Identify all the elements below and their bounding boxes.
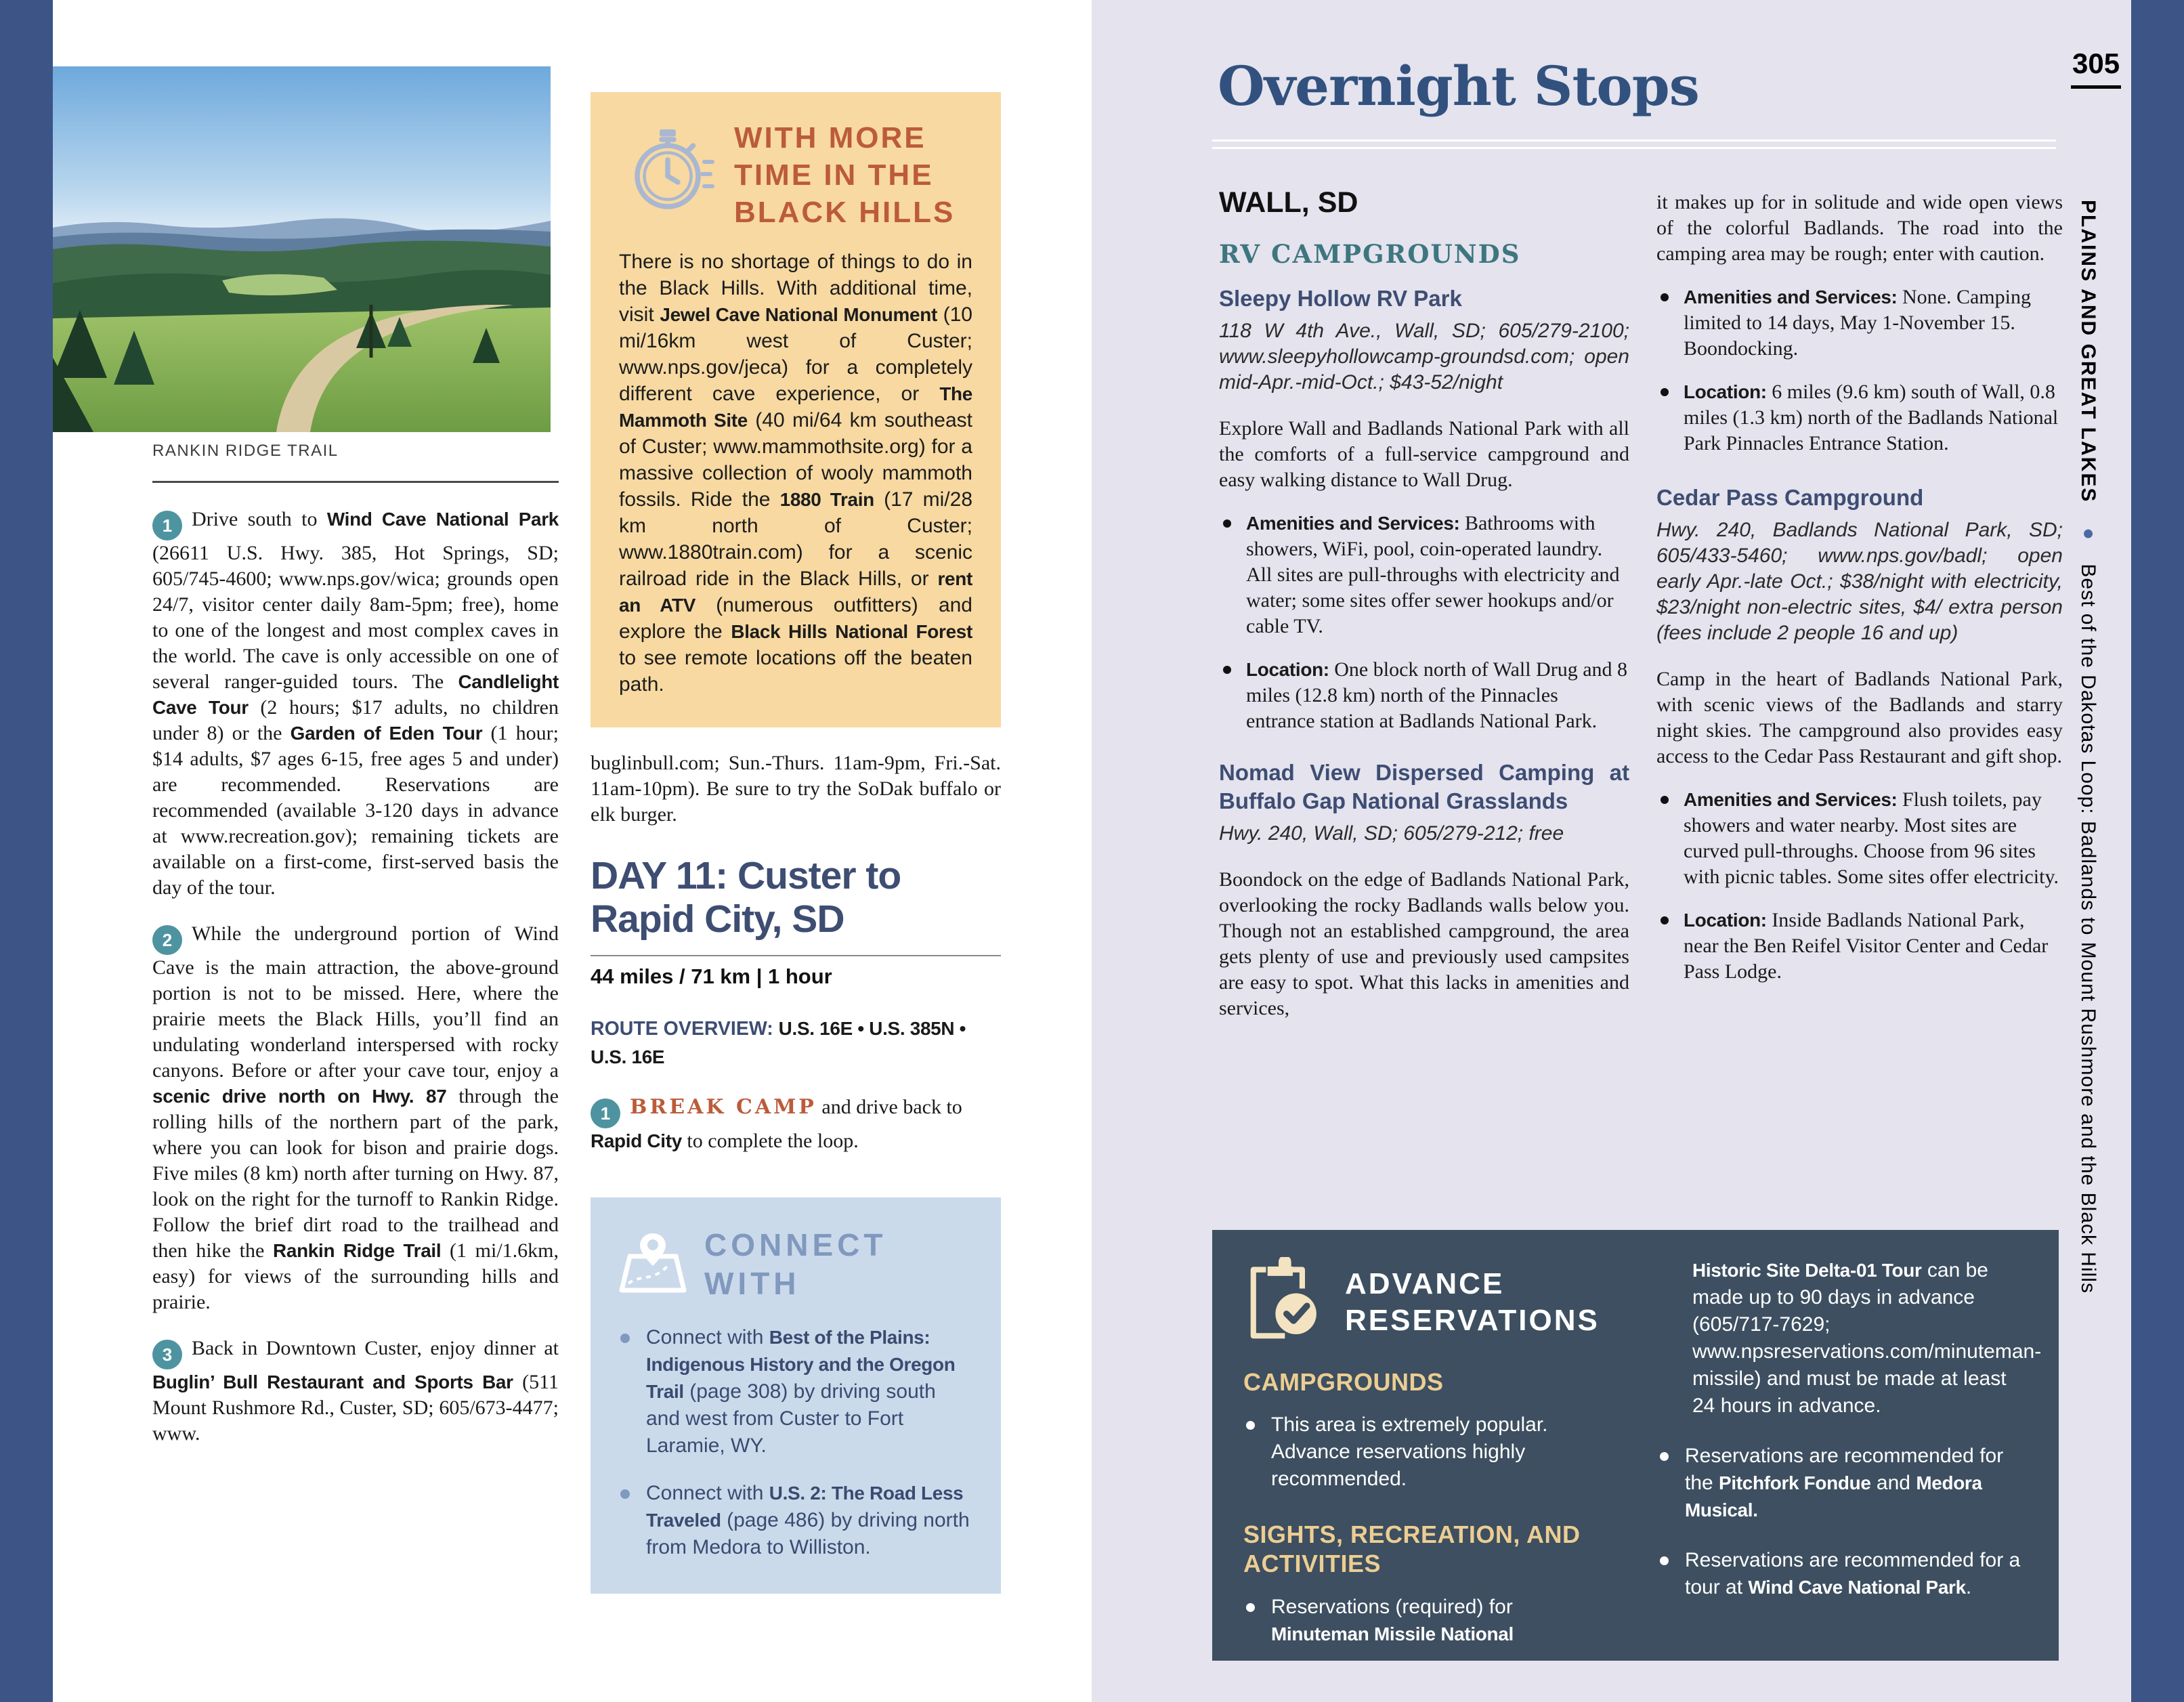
region-label: PLAINS AND GREAT LAKES: [2077, 200, 2099, 503]
more-time-sidebar: [591, 92, 1001, 727]
listing-body: Camp in the heart of Badlands National Park, with scenic views of the Badlands and starry night skies. The campground also provides easy access to the Cedar Pass Restaurant and gift shop.: [1656, 668, 2063, 767]
listing-name: Cedar Pass Campground: [1656, 485, 1924, 510]
step-paragraph: [152, 507, 559, 901]
continuation-paragraph: buglinbull.com; Sun.-Thurs. 11am-9pm, Fri.-Sat. 11am-10pm). Be sure to try the SoDak buffalo or elk burger.: [591, 752, 1001, 826]
location-bullet: Location: 6 miles (9.6 km) south of Wall, 0.8 miles (1.3 km) north of the Badlands National Park Pinnacles Entrance Station.: [1656, 379, 2063, 456]
listing-address: 118 W 4th Ave., Wall, SD; 605/279-2100; www.sleepyhollowcamp-groundsd.com; open mid-Apr.-mid-Oct.; $43-52/night: [1219, 320, 1629, 393]
connect-with-box: [591, 1197, 1001, 1594]
listing-body-continued: it makes up for in solitude and wide open views of the colorful Badlands. The road into the camping area may be rough; enter with caution.: [1656, 191, 2063, 265]
caption-rule: [152, 481, 559, 483]
title-rules: [1212, 140, 2056, 154]
bullet-dot: [1223, 519, 1231, 528]
listing-body: Explore Wall and Badlands National Park with all the comforts of a full-service campground and easy walking distance to Wall Drug.: [1219, 417, 1629, 491]
city-heading: WALL, SD: [1219, 186, 1358, 219]
right-edge-bar: [2131, 0, 2184, 1702]
bullet-dot: [1223, 666, 1231, 674]
step-text: While the underground portion of Wind Cave is the main attraction, the above-ground portion is not to be missed. Here, where the prairie meets the Black Hills, you’ll find an undulating wonderland interspersed with rocky canyons. Before or after your cave tour, enjoy a scenic drive north on Hwy. 87 through the rolling hills of the northern part of the park, where you can look for bison and prairie dogs. Five miles (8 km) north after turning on Hwy. 87, look on the right for the turnoff to Rankin Ridge. Follow the brief dirt road to the trailhead and then hike the Rankin Ridge Trail (1 mi/1.6km, easy) for views of the surrounding hills and prairie.: [152, 922, 559, 1313]
left-column-steps: [152, 507, 559, 1447]
amenities-bullet: Amenities and Services: Bathrooms with showers, WiFi, pool, coin-operated laundry. All sites are pull-throughs with electricity and water; some sites offer sewer hookups and/or cable TV.: [1219, 511, 1629, 639]
step-paragraph: [152, 921, 559, 1315]
bullet-dot: [1661, 796, 1669, 804]
sidebar-body: There is no shortage of things to do in the Black Hills. With additional time, visit Jewel Cave National Monument (10 mi/16km west of Custer; www.nps.gov/jeca) for a completely different cave experience, or The Mammoth Site (40 mi/64 km southeast of Custer; www.mammothsite.org) for a massive collection of wooly mammoth fossils. Ride the 1880 Train (17 mi/28 km north of Custer; www.1880train.com) for a scenic railroad ride in the Black Hills, or rent an ATV (numerous outfitters) and explore the Black Hills National Forest to see remote locations off the beaten path.: [619, 251, 972, 696]
day11-section: [591, 855, 1001, 1154]
bullet-dot: [1660, 1556, 1669, 1565]
bullet-dot: [1246, 1603, 1255, 1612]
map-pin-icon: [618, 1231, 704, 1299]
sights-bullet: Reservations (required) for Minuteman Missile National: [1243, 1594, 1614, 1648]
campgrounds-bullet: This area is extremely popular. Advance reservations highly recommended.: [1243, 1411, 1614, 1493]
step-number-badge: 1: [591, 1099, 620, 1128]
right-column-2: [1656, 190, 2063, 985]
advance-box-col2: [1657, 1257, 2042, 1636]
advance-reservations-box: [1212, 1230, 2059, 1661]
location-bullet: Location: One block north of Wall Drug and 8 miles (12.8 km) north of the Pinnacles entrance station at Badlands National Park.: [1219, 657, 1629, 734]
day-heading: DAY 11: Custer to Rapid City, SD: [591, 854, 901, 941]
bullet-dot: [1246, 1421, 1255, 1430]
listing-body: Boondock on the edge of Badlands National Park, overlooking the rocky Badlands walls below you. Though not an established campground, the area gets plenty of use and previously used campsites are easy to spot. What this lacks in amenities and services,: [1219, 868, 1629, 1019]
bullet-dot: [1661, 293, 1669, 301]
campgrounds-heading: CAMPGROUNDS: [1243, 1368, 1444, 1396]
listing-address: Hwy. 240, Wall, SD; 605/279-212; free: [1219, 822, 1564, 845]
advance-box-col1: [1243, 1257, 1614, 1644]
connect-bullet: Connect with Best of the Plains: Indigenous History and the Oregon Trail (page 308) by driving south and west from Custer to Fort Laramie, WY.: [618, 1324, 974, 1460]
page-number: 305: [2071, 47, 2121, 89]
step-text: Back in Downtown Custer, enjoy dinner at Buglin’ Bull Restaurant and Sports Bar (511 Mount Rushmore Rd., Custer, SD; 605/673-4477; www.: [152, 1337, 559, 1445]
amenities-bullet: Amenities and Services: Flush toilets, pay showers and water nearby. Most sites are curved pull-throughs. Choose from 96 sites with picnic tables. Some sites offer electricity.: [1656, 787, 2063, 890]
page-title: Overnight Stops: [1218, 54, 1699, 118]
rv-campgrounds-heading: RV CAMPGROUNDS: [1219, 239, 1521, 269]
windcave-bullet: Reservations are recommended for a tour at Wind Cave National Park.: [1657, 1547, 2028, 1601]
heading-rule: [591, 955, 1001, 956]
delta01-paragraph: Historic Site Delta-01 Tour can be made up to 90 days in advance (605/717-7629; www.npsreservations.com/minuteman-missile) and must be made at least 24 hours in advance.: [1692, 1259, 2042, 1417]
vertical-sidebar-text: [2076, 200, 2099, 1294]
amenities-bullet: Amenities and Services: None. Camping limited to 14 days, May 1-November 15. Boondocking.: [1656, 284, 2063, 362]
step-number-badge: 3: [152, 1340, 182, 1369]
stopwatch-icon: [619, 119, 734, 224]
bullet-dot: [620, 1334, 630, 1343]
step-paragraph: [152, 1336, 559, 1447]
left-edge-bar: [0, 0, 53, 1702]
listing-address: Hwy. 240, Badlands National Park, SD; 605/433-5460; www.nps.gov/badl; open early Apr.-late Oct.; $38/night with electricity, $23/night non-electric sites, $4/ extra person (fees include 2 people 16 and up): [1656, 519, 2063, 644]
landscape-photo-illustration: [53, 66, 551, 432]
distance-duration: 44 miles / 71 km | 1 hour: [591, 964, 832, 988]
clipboard-check-icon: [1243, 1257, 1345, 1347]
step-number-badge: 1: [152, 511, 182, 540]
right-column-1: [1219, 186, 1629, 1021]
advance-title: ADVANCE RESERVATIONS: [1345, 1267, 1600, 1337]
listing-name: Sleepy Hollow RV Park: [1219, 286, 1462, 311]
loop-title: Best of the Dakotas Loop: Badlands to Mount Rushmore and the Black Hills: [2077, 563, 2099, 1294]
bullet-dot: [1661, 916, 1669, 924]
middle-column: [591, 92, 1001, 1594]
bullet-dot: [1661, 388, 1669, 396]
listing-name: Nomad View Dispersed Camping at Buffalo Gap National Grasslands: [1219, 760, 1629, 813]
step-text: Drive south to Wind Cave National Park (26611 U.S. Hwy. 385, Hot Springs, SD; 605/745-4600; www.nps.gov/wica; grounds open 24/7, visitor center daily 8am-5pm; free), home to one of the longest and most complex caves in the world. The cave is only accessible on one of several ranger-guided tours. The Candlelight Cave Tour (2 hours; $17 adults, no children under 8) or the Garden of Eden Tour (1 hour; $14 adults, $7 ages 6-15, free ages 5 and under) are recommended. Reservations are recommended (available 3-120 days in advance at www.recreation.gov); remaining tickets are available on a first-come, first-served basis the day of the tour.: [152, 508, 559, 899]
break-camp-text: BREAK CAMP and drive back to Rapid City to complete the loop.: [591, 1094, 962, 1152]
bullet-dot: [1660, 1452, 1669, 1461]
bullet-dot: [620, 1489, 630, 1499]
route-overview: ROUTE OVERVIEW: U.S. 16E • U.S. 385N • U.S. 16E: [591, 1017, 966, 1067]
location-bullet: Location: Inside Badlands National Park, near the Ben Reifel Visitor Center and Cedar Pass Lodge.: [1656, 908, 2063, 985]
sidebar-title: WITH MORE TIME IN THE BLACK HILLS: [734, 121, 956, 229]
photo-caption: RANKIN RIDGE TRAIL: [152, 442, 339, 460]
separator-dot: ●: [2077, 509, 2099, 558]
connect-title: CONNECT WITH: [704, 1227, 887, 1302]
pitchfork-bullet: Reservations are recommended for the Pitchfork Fondue and Medora Musical.: [1657, 1443, 2028, 1524]
sights-heading: SIGHTS, RECREATION, AND ACTIVITIES: [1243, 1520, 1581, 1578]
rankin-ridge-trail-photo: [53, 66, 551, 432]
step-number-badge: 2: [152, 925, 182, 955]
connect-bullet: Connect with U.S. 2: The Road Less Traveled (page 486) by driving north from Medora to Williston.: [618, 1480, 974, 1561]
